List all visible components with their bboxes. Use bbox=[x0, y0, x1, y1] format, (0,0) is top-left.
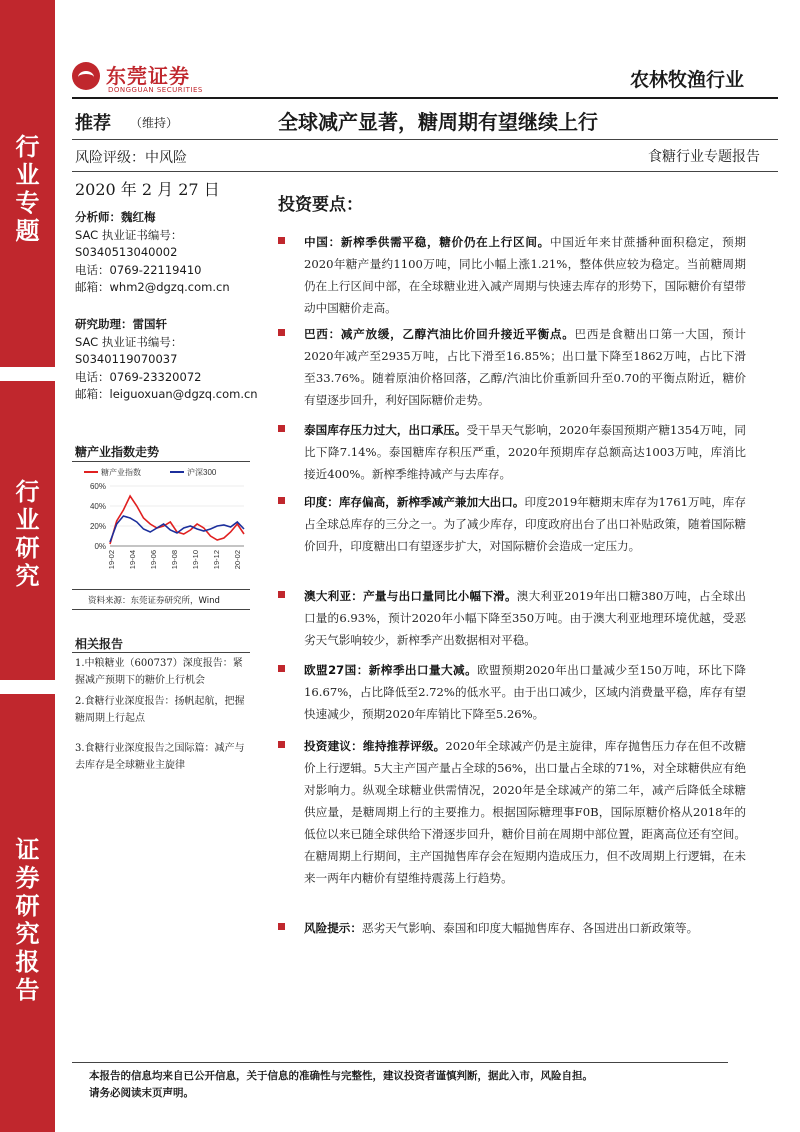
bullet-square-icon bbox=[278, 591, 285, 598]
chart-title: 糖产业指数走势 bbox=[75, 445, 160, 459]
key-point bbox=[276, 323, 746, 411]
divider bbox=[72, 139, 778, 140]
report-title: 全球减产显著，糖周期有望继续上行 bbox=[278, 110, 598, 134]
report-type: 食糖行业专题报告 bbox=[648, 149, 760, 165]
chart-x-tick-label: 19-08 bbox=[170, 550, 179, 570]
risk-level: 风险评级：中风险 bbox=[75, 150, 187, 166]
key-point bbox=[276, 231, 746, 319]
key-point-head: 泰国库存压力过大，出口承压。 bbox=[304, 423, 467, 437]
assistant-block bbox=[75, 316, 258, 404]
company-logo bbox=[72, 60, 232, 100]
assistant-cert: S0340119070037 bbox=[75, 352, 178, 366]
chart-source: 资料来源：东莞证券研究所，Wind bbox=[88, 596, 220, 606]
bullet-square-icon bbox=[278, 329, 285, 336]
bullet-square-icon bbox=[278, 425, 285, 432]
assistant-email[interactable]: 邮箱：leiguoxuan@dgzq.com.cn bbox=[75, 387, 258, 401]
side-label-char: 究 bbox=[15, 920, 40, 948]
logo-mark-icon bbox=[72, 62, 100, 90]
key-point bbox=[276, 659, 746, 725]
key-point bbox=[276, 735, 746, 889]
analyst-cert: S0340513040002 bbox=[75, 245, 178, 259]
assistant-cert-label: SAC 执业证书编号： bbox=[75, 334, 183, 349]
chart-legend-label: 沪深300 bbox=[187, 468, 217, 477]
report-date: 2020 年 2 月 27 日 bbox=[75, 180, 220, 199]
key-point bbox=[276, 585, 746, 651]
key-point-body: 巴西是食糖出口第一大国，预计2020年减产至2935万吨，占比下滑至16.85%；出口量下降至1862万吨，占比下滑至33.76%。随着原油价格回落，乙醇/汽油比价重新回升至0.70的平衡点附近，糖价有望逐步回升，利好国际糖价走势。 bbox=[304, 327, 746, 407]
side-label-research bbox=[0, 478, 55, 590]
side-label-report bbox=[0, 836, 55, 1004]
side-label-special bbox=[0, 133, 55, 245]
side-label-char: 报 bbox=[15, 948, 40, 976]
key-point bbox=[276, 491, 746, 557]
related-reports-title: 相关报告 bbox=[75, 637, 124, 651]
industry-name: 农林牧渔行业 bbox=[629, 69, 744, 91]
related-report-link[interactable]: 2.食糖行业深度报告：扬帆起航，把握糖周期上行起点 bbox=[75, 696, 245, 724]
side-label-char: 研 bbox=[15, 892, 40, 920]
side-label-char: 专 bbox=[15, 189, 40, 217]
key-point-head: 澳大利亚：产量与出口量同比小幅下滑。 bbox=[304, 589, 517, 603]
bullet-square-icon bbox=[278, 497, 285, 504]
chart-x-tick-label: 19-06 bbox=[149, 550, 158, 570]
chart-series-line bbox=[110, 496, 244, 544]
side-band-separator bbox=[0, 680, 55, 694]
related-report-link[interactable]: 1.中粮糖业（600737）深度报告：紧握减产预期下的糖价上行机会 bbox=[75, 658, 243, 686]
disclaimer bbox=[89, 1068, 593, 1102]
disclaimer-line: 请务必阅读末页声明。 bbox=[89, 1087, 194, 1099]
chart-x-tick-label: 20-02 bbox=[233, 550, 242, 570]
key-point-head: 中国：新榨季供需平稳，糖价仍在上行区间。 bbox=[304, 235, 550, 249]
side-band-separator bbox=[0, 367, 55, 381]
assistant-name: 研究助理：雷国轩 bbox=[75, 317, 167, 331]
divider bbox=[72, 461, 250, 462]
divider bbox=[72, 652, 250, 653]
side-label-char: 究 bbox=[15, 562, 40, 590]
analyst-block bbox=[75, 209, 230, 297]
divider bbox=[72, 97, 778, 99]
assistant-phone: 电话：0769-23320072 bbox=[75, 369, 202, 384]
analyst-name: 分析师：魏红梅 bbox=[75, 210, 156, 224]
rating: 推荐 bbox=[75, 113, 111, 134]
key-point-body: 印度2019年糖期末库存为1761万吨，库存占全球总库存的三分之一。为了减少库存，印度政府出台了出口补贴政策，随着国际糖价回升，印度糖出口有望逐步扩大，对国际糖价会造成一定压力。 bbox=[304, 495, 746, 553]
section-heading: 投资要点： bbox=[278, 195, 363, 215]
side-label-char: 行 bbox=[15, 133, 40, 161]
bullet-square-icon bbox=[278, 741, 285, 748]
related-report-link[interactable]: 3.食糖行业深度报告之国际篇：减产与去库存是全球糖业主旋律 bbox=[75, 743, 245, 771]
key-point bbox=[276, 917, 746, 939]
key-point-body: 2020年全球减产仍是主旋律，库存抛售压力存在但不改糖价上行逻辑。5大主产国产量占全球的56%，出口量占全球的71%，对全球糖供应有绝对影响力。纵观全球糖业供需情况，2020年是全球减产的第二年，减产后降低全球糖供应量，是糖周期上行的主要推力。根据国际糖理事F0B，国际原糖价格从2018年的低位以来已随全球供给下滑逐步回升，糖价目前在周期中部位置，距离高位还有空间。在糖周期上行期间，主产国抛售库存会在短期内造成压力，但不改周期上行逻辑，在未来一两年内糖价有望维持震荡上行趋势。 bbox=[304, 739, 746, 885]
logo-text: 东莞证券 bbox=[106, 64, 190, 88]
key-point bbox=[276, 419, 746, 485]
chart-y-tick-label: 40% bbox=[89, 502, 106, 511]
chart-legend-label: 糖产业指数 bbox=[101, 468, 141, 477]
key-point-head: 投资建议：维持推荐评级。 bbox=[304, 739, 446, 753]
bullet-square-icon bbox=[278, 237, 285, 244]
rating-note: （维持） bbox=[130, 116, 179, 130]
side-label-char: 业 bbox=[15, 161, 40, 189]
chart-y-tick-label: 0% bbox=[94, 542, 106, 551]
side-label-char: 告 bbox=[15, 976, 40, 1004]
key-point-body: 恶劣天气影响、泰国和印度大幅抛售库存、各国进出口新政策等。 bbox=[361, 921, 699, 935]
chart-y-tick-label: 20% bbox=[89, 522, 106, 531]
side-label-char: 证 bbox=[15, 836, 40, 864]
side-label-char: 研 bbox=[15, 534, 40, 562]
disclaimer-line: 本报告的信息均来自已公开信息，关于信息的准确性与完整性，建议投资者谨慎判断，据此入市，风险自担。 bbox=[89, 1070, 593, 1082]
side-band bbox=[0, 0, 55, 1132]
key-point-head: 巴西：减产放缓，乙醇汽油比价回升接近平衡点。 bbox=[304, 327, 575, 341]
side-label-char: 券 bbox=[15, 864, 40, 892]
analyst-cert-label: SAC 执业证书编号： bbox=[75, 227, 183, 242]
side-label-char: 行 bbox=[15, 478, 40, 506]
analyst-phone: 电话：0769-22119410 bbox=[75, 262, 202, 277]
divider bbox=[72, 609, 250, 610]
bullet-square-icon bbox=[278, 665, 285, 672]
bullet-square-icon bbox=[278, 923, 285, 930]
chart-x-tick-label: 19-12 bbox=[212, 550, 221, 570]
key-point-body: 澳大利亚2019年出口糖380万吨，占全球出口量的6.93%，预计2020年小幅下降至350万吨。由于澳大利亚地理环境优越，受恶劣天气影响较少，新榨季产出数据相对平稳。 bbox=[304, 589, 746, 647]
key-point-body: 欧盟预期2020年出口量减少至150万吨，环比下降16.67%，占比降低至2.72%的低水平。由于出口减少，区域内消费量平稳，库存有望快速减少，预期2020年库销比下降至5.26%。 bbox=[304, 663, 746, 721]
index-trend-chart bbox=[72, 464, 250, 584]
logo-english: DONGGUAN SECURITIES bbox=[108, 86, 203, 94]
divider bbox=[72, 171, 778, 172]
side-label-char: 题 bbox=[15, 217, 40, 245]
chart-y-tick-label: 60% bbox=[89, 482, 106, 491]
key-point-head: 风险提示： bbox=[304, 921, 362, 935]
divider bbox=[72, 589, 250, 590]
key-point-head: 印度：库存偏高，新榨季减产兼加大出口。 bbox=[304, 495, 525, 509]
key-point-body: 受干旱天气影响，2020年泰国预期产糖1354万吨，同比下降7.14%。泰国糖库存积压严重，2020年预期库存总额高达1003万吨，库消比接近400%。新榨季维持减产与去库存。 bbox=[304, 423, 746, 481]
side-label-char: 业 bbox=[15, 506, 40, 534]
chart-x-tick-label: 19-10 bbox=[191, 550, 200, 570]
divider bbox=[72, 1062, 728, 1063]
chart-x-tick-label: 19-02 bbox=[107, 550, 116, 570]
chart-x-tick-label: 19-04 bbox=[128, 550, 137, 570]
key-point-head: 欧盟27国：新榨季出口量大减。 bbox=[304, 663, 478, 677]
analyst-email[interactable]: 邮箱：whm2@dgzq.com.cn bbox=[75, 280, 230, 294]
key-point-body: 中国近年来甘蔗播种面积稳定，预期2020年糖产量约1100万吨，同比小幅上涨1.21%，整体供应较为稳定。当前糖周期仍在上行区间中部，在全球糖业进入减产周期与快速去库存的形势下，国际糖价有望带动中国糖价走高。 bbox=[304, 235, 746, 315]
